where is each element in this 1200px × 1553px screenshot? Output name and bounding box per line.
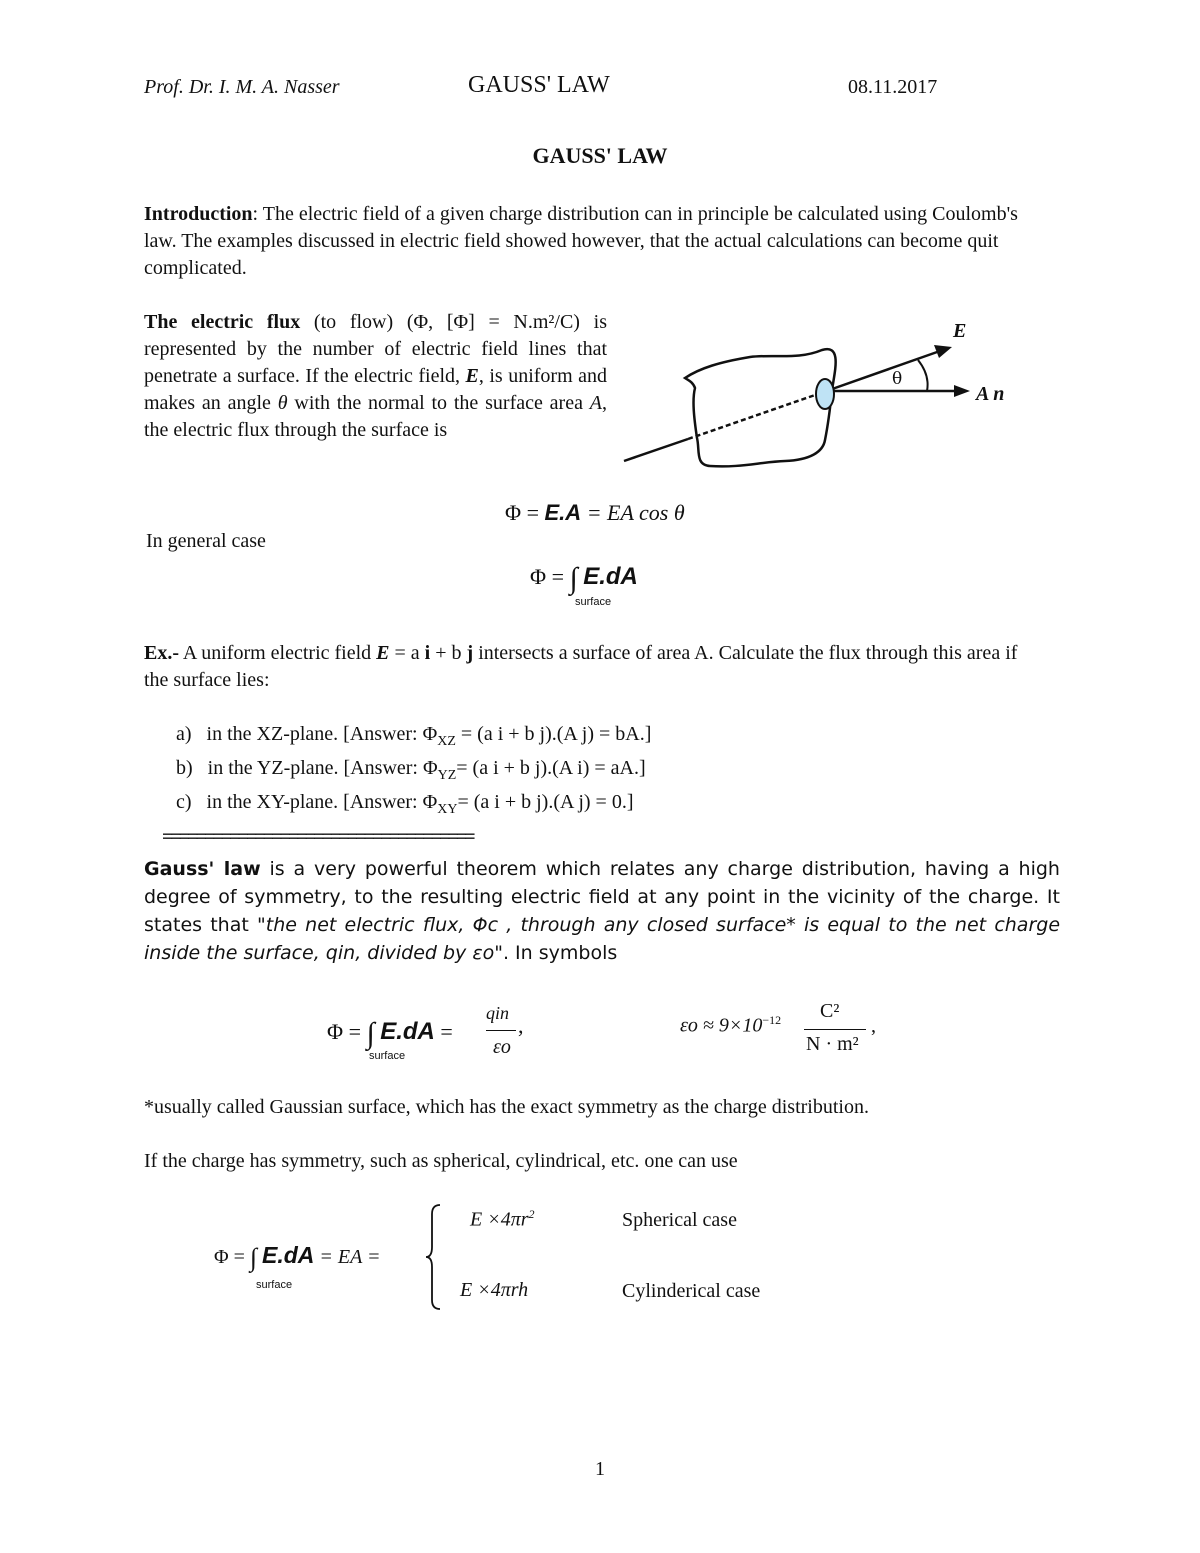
eq2-subscript: surface <box>575 596 612 608</box>
equation-symmetric-flux <box>214 1240 381 1270</box>
header-date: 08.11.2017 <box>848 76 938 98</box>
example-paragraph <box>144 640 1024 694</box>
epsilon-lhs: εo ≈ 9×10 <box>680 1014 763 1037</box>
case-spherical-label: Spherical case <box>622 1209 737 1231</box>
eq1-rhs: = EA cos θ <box>581 500 685 525</box>
footnote: *usually called Gaussian surface, which has the exact symmetry as the charge distribution. <box>144 1096 869 1118</box>
example-text-1: A uniform electric field <box>179 642 377 664</box>
case1-exponent: 2 <box>528 1207 535 1221</box>
equation-flux-uniform <box>505 500 685 526</box>
eq3-equals: = <box>434 1019 453 1044</box>
header-title: GAUSS' LAW <box>468 72 610 98</box>
eq2-lhs: Φ = <box>530 564 570 589</box>
eq3-vector: E.dA <box>380 1018 435 1045</box>
eq4-subscript: surface <box>256 1279 293 1291</box>
arrowhead-An <box>954 385 970 397</box>
gauss-paragraph <box>144 855 1060 967</box>
eq3-fraction-bar <box>486 1030 516 1031</box>
list-item <box>176 721 651 755</box>
header-author: Prof. Dr. I. M. A. Nasser <box>144 76 340 98</box>
list-marker: c) <box>176 791 192 813</box>
gauss-text-1: is a very powerful theorem which relates any charge distribution, having a high degree of symmetry, to the resulting electric field at any point in the vicinity of the charge. It states that " <box>144 858 1060 936</box>
list-marker: a) <box>176 723 192 745</box>
cases-brace <box>420 1202 450 1312</box>
flux-label: The electric flux <box>144 311 301 333</box>
list-rest: = (a i + b j).(A j) = 0.] <box>457 791 634 813</box>
page-number: 1 <box>595 1458 605 1480</box>
flux-text-1: (to flow) (Φ, [Φ] = N.m²/C) is represented by the number of electric field lines that penetrate a surface. If the electric field, <box>144 311 607 387</box>
epsilon-comma: , <box>871 1015 876 1037</box>
epsilon-exponent: −12 <box>762 1013 782 1027</box>
eq3-lhs: Φ = <box>327 1019 367 1044</box>
case-spherical-expr <box>470 1207 535 1232</box>
flux-text-3: with the normal to the surface area <box>287 392 590 414</box>
integral-sign: ∫ <box>249 1243 258 1272</box>
page-title: GAUSS' LAW <box>532 143 668 168</box>
eq3-subscript: surface <box>369 1050 406 1062</box>
list-text: in the XY-plane. [Answer: Φ <box>206 791 438 813</box>
integral-sign: ∫ <box>366 1017 375 1050</box>
intro-text: : The electric field of a given charge distribution can in principle be calculated using Coulomb's law. The examples discussed in electric field showed however, that the actual calculations can become quit complicated. <box>144 203 1018 279</box>
angle-arc <box>918 360 928 391</box>
symmetry-text: If the charge has symmetry, such as spherical, cylindrical, etc. one can use <box>144 1150 738 1172</box>
eq4-mid: = EA = <box>314 1246 381 1268</box>
list-text: in the XZ-plane. [Answer: Φ <box>206 723 438 745</box>
eq3-denominator: εo <box>493 1036 511 1058</box>
flux-text-4: , the electric flux through the surface is <box>144 392 608 441</box>
penetration-point <box>816 379 834 409</box>
list-item <box>176 755 651 789</box>
equation-gauss-law <box>327 1013 453 1050</box>
eq2-vector: E.dA <box>583 563 638 590</box>
flux-E: E <box>465 365 479 387</box>
surface-patch <box>685 349 836 466</box>
list-item <box>176 789 651 823</box>
eq1-lhs: Φ = <box>505 500 545 525</box>
list-subscript: XZ <box>437 734 456 749</box>
eq3-numerator: qin <box>486 1003 510 1023</box>
list-subscript: XY <box>437 802 458 817</box>
arrowhead-E <box>934 345 952 358</box>
example-E: E <box>376 642 390 664</box>
list-text: in the YZ-plane. [Answer: Φ <box>207 757 438 779</box>
intro-label: Introduction <box>144 203 253 225</box>
epsilon-numerator: C² <box>820 1000 840 1022</box>
example-list <box>176 721 651 823</box>
gauss-label: Gauss' law <box>144 858 261 880</box>
gauss-quote: the net electric flux, Φc , through any closed surface* is equal to the net charge inside the surface, qin, divided by εo <box>144 914 1061 964</box>
list-rest: = (a i + b j).(A i) = aA.] <box>456 757 646 779</box>
list-rest: = (a i + b j).(A j) = bA.] <box>455 723 652 745</box>
example-text-4: intersects a surface of area A. Calculate the flux through this area if the surface lies: <box>144 642 1018 691</box>
flux-A: A <box>589 392 603 414</box>
field-line-dashed <box>688 394 818 439</box>
example-text-2: = a <box>389 642 425 664</box>
epsilon-fraction-bar <box>804 1029 866 1030</box>
field-line-solid-left <box>624 439 688 461</box>
intro-paragraph <box>144 201 1044 282</box>
equation-epsilon <box>680 1013 781 1038</box>
case-cylindrical-label: Cylinderical case <box>622 1280 761 1302</box>
example-text-3: + b <box>430 642 467 664</box>
label-theta: θ <box>892 369 903 389</box>
label-E: E <box>953 320 967 342</box>
example-label: Ex.- <box>144 642 179 664</box>
example-i: i <box>424 642 431 664</box>
list-marker: b) <box>176 757 193 779</box>
eq3-comma: , <box>518 1013 524 1038</box>
gauss-text-2: ". In symbols <box>494 942 618 964</box>
label-An: A n <box>976 383 1005 405</box>
flux-diagram <box>600 300 1040 480</box>
equation-flux-general <box>530 558 638 595</box>
list-subscript: YZ <box>437 768 457 783</box>
flux-theta: θ <box>277 392 288 414</box>
epsilon-denominator: N · m² <box>806 1033 859 1055</box>
flux-paragraph <box>144 309 607 444</box>
eq4-lhs: Φ = <box>214 1246 250 1268</box>
separator-line: ===================================== <box>162 826 473 848</box>
general-case-text: In general case <box>146 530 266 552</box>
flux-text-2: , is uniform and makes an angle <box>144 365 607 414</box>
eq1-vector: E.A <box>544 500 582 525</box>
example-j: j <box>466 642 474 664</box>
case1-expr: E ×4πr <box>470 1208 529 1231</box>
eq4-vector: E.dA <box>262 1242 315 1268</box>
case-cylindrical-expr: E ×4πrh <box>460 1279 529 1301</box>
integral-sign: ∫ <box>569 562 578 595</box>
